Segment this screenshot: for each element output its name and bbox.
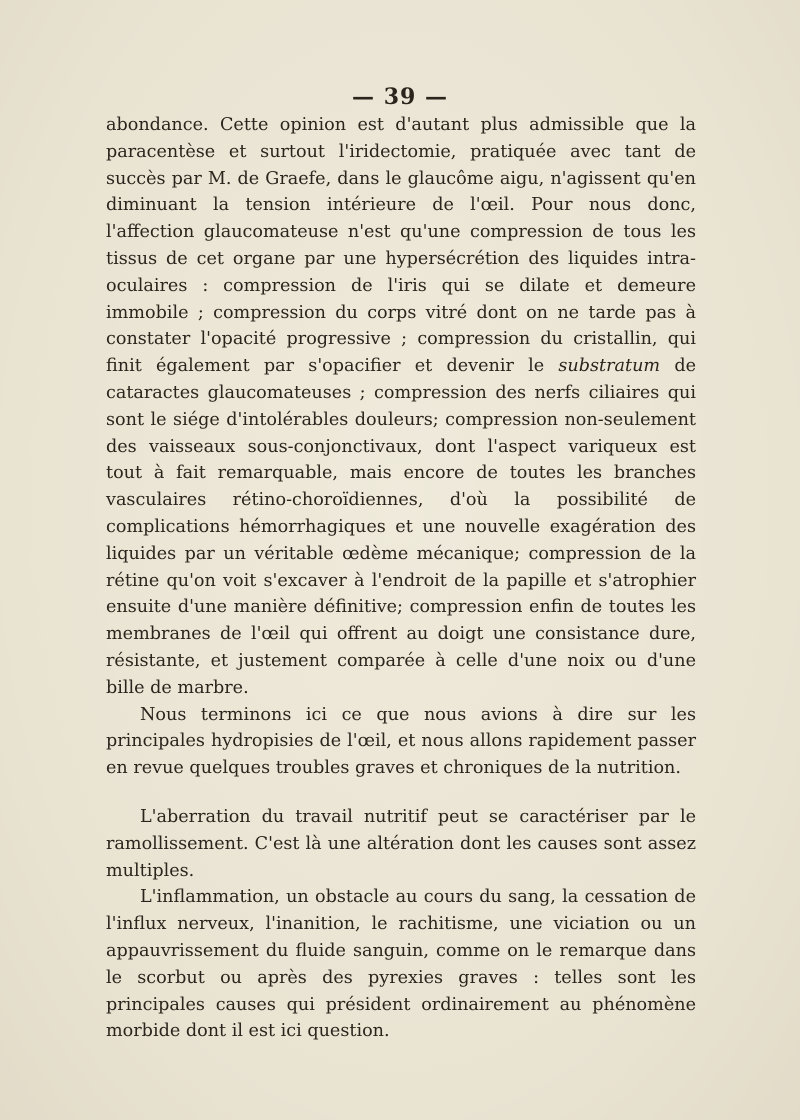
body-text (106, 112, 696, 1045)
paragraph-text-part: de cataractes glaucomateuses ; compression des nerfs ciliaires qui sont le siége d'intolérables douleurs; compression non-seulement des vaisseaux sous-conjonctivaux, dont l'aspect variqueux est tout à fait remarquable, mais encore de toutes les branches vasculaires rétino-choroïdiennes, d'où la possibilité de complications hémorrhagiques et une nouvelle exagération des liquides par un véritable œdème mécanique; compression de la rétine qu'on voit s'excaver à l'endroit de la papille et s'atrophier ensuite d'une manière définitive; compression enfin de toutes les membranes de l'œil qui offrent au doigt une consistance dure, résistante, et justement comparée à celle d'une noix ou d'une bille de marbre. (106, 356, 696, 698)
paragraph-causes: L'inflammation, un obstacle au cours du sang, la cessation de l'influx nerveux, l'inanition, le rachitisme, une viciation ou un appauvrissement du fluide sanguin, comme on le remarque dans le scorbut ou après des pyrexies graves : telles sont les principales causes qui président ordinairement au phénomène morbide dont il est ici question. (106, 887, 696, 1042)
paragraph-ramollissement: L'aberration du travail nutritif peut se caractériser par le ramollissement. C'est là une altération dont les causes sont assez multiples. (106, 806, 696, 881)
paragraph-hydropisies: Nous terminons ici ce que nous avions à dire sur les principales hydropisies de l'œil, et nous allons rapidement passer en revue quelques troubles graves et chroniques de la nutrition. (106, 704, 696, 779)
italic-term: substratum (558, 356, 661, 377)
paragraph-glaucoma-compression (106, 112, 696, 702)
page-number: — 39 — (352, 84, 448, 110)
section-gap (106, 782, 696, 804)
paragraph-text-part: abondance. Cette opinion est d'autant plus admissible que la paracentèse et surtout l'iridectomie, pratiquée avec tant de succès par M. de Graefe, dans le glaucôme aigu, n'agissent qu'en diminuant la tension intérieure de l'œil. Pour nous donc, l'affection glaucomateuse n'est qu'une compression de tous les tissus de cet organe par une hypersécrétion des liquides intra-oculaires : compression de l'iris qui se dilate et demeure immobile ; compression du corps vitré dont on ne tarde pas à constater l'opacité progressive ; compression du cristallin, qui finit également par s'opacifier et devenir le (106, 115, 696, 377)
